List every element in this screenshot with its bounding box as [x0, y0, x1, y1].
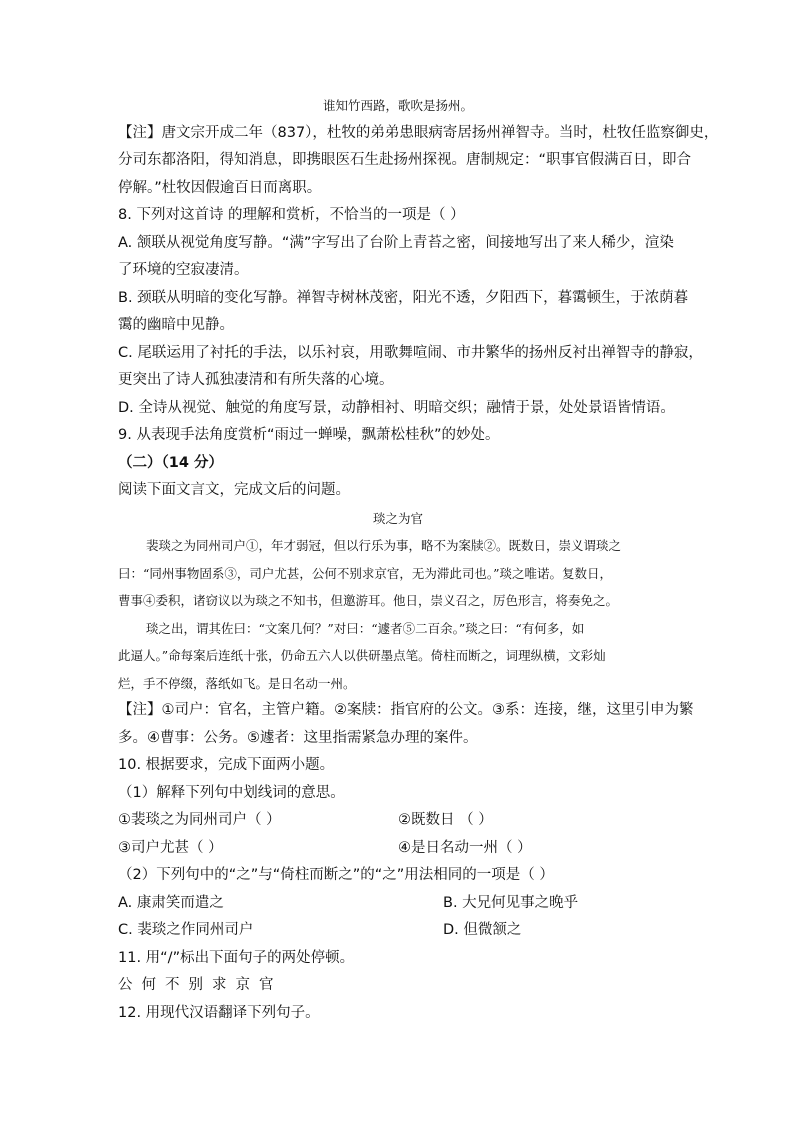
passage-note-line-2: 多。④曹事：公务。⑤遽者：这里指需紧急办理的案件。	[118, 729, 478, 746]
q9-stem: 9. 从表现手法角度赏析“雨过一蝉噪，飘萧松桂秋”的妙处。	[118, 427, 500, 443]
q10-option-b: B. 大兄何见事之晚乎	[443, 894, 579, 911]
q8-option-a-line-2: 了环境的空寂凄清。	[118, 262, 249, 278]
q10-item-1: ①裴琰之为同州司户（ ）	[118, 812, 281, 828]
q10-item-2: ②既数日 （ ）	[398, 812, 493, 828]
q12-stem: 12. 用现代汉语翻译下列句子。	[118, 1004, 320, 1021]
q10-sub1: （1）解释下列句中划线词的意思。	[118, 784, 345, 801]
poem-last-line: 谁知竹西路，歌吹是扬州。	[322, 98, 473, 113]
q10-option-a: A. 康肃笑而遣之	[118, 894, 224, 911]
section-2-intro: 阅读下面文言文，完成文后的问题。	[118, 482, 350, 498]
q10-options-row-1	[118, 890, 678, 918]
q10-option-d: D. 但微颔之	[443, 922, 522, 938]
q8-stem: 8. 下列对这首诗 的理解和赏析，不恰当的一项是（ ）	[118, 207, 465, 223]
passage-line-6: 烂，手不停缀，落纸如飞。是日名动一州。	[118, 675, 356, 691]
passage-line-5: 此逼人。”命每案后连纸十张，仍命五六人以供研墨点笔。倚柱而断之，词理纵横，文彩灿	[118, 648, 606, 663]
q10-option-c: C. 裴琰之作同州司户	[118, 922, 254, 938]
passage-line-4: 琰之出，谓其佐曰：“文案几何？”对曰：“遽者⑤二百余。”琰之曰：“有何多，如	[146, 620, 585, 636]
q10-items-row-1	[118, 807, 678, 835]
q10-items-row-2	[118, 835, 678, 863]
q11-stem: 11. 用“/”标出下面句子的两处停顿。	[118, 949, 355, 966]
q8-option-c-line-1: C. 尾联运用了衬托的手法，以乐衬哀，用歌舞喧闹、市井繁华的扬州反衬出禅智寺的静寂，	[118, 344, 703, 361]
passage-line-3: 曹事④委积，诸窃议以为琰之不知书，但邀游耳。他日，崇义召之，厉色形言，将奏免之。	[118, 593, 619, 608]
passage-title: 琰之为官	[372, 510, 423, 526]
q10-options-row-2	[118, 917, 678, 945]
q10-item-4: ④是日名动一州（ ）	[398, 839, 532, 856]
q8-option-d: D. 全诗从视觉、触觉的角度写景，动静相衬、明暗交织；融情于景，处处景语皆情语。	[118, 399, 675, 416]
passage-note-line-1: 【注】①司户：官名，主管户籍。②案牍：指官府的公文。③系：连接，继，这里引申为繁	[118, 702, 694, 718]
q10-item-3: ③司户尤甚（ ）	[118, 839, 223, 856]
q8-option-a-line-1: A. 颔联从视觉角度写静。“满”字写出了台阶上青苔之密，间接地写出了来人稀少，渲染	[118, 234, 674, 251]
q10-stem: 10. 根据要求，完成下面两小题。	[118, 757, 335, 773]
q8-option-b-line-2: 霭的幽暗中见静。	[118, 317, 234, 333]
q8-option-b-line-1: B. 颈联从明暗的变化写静。禅智寺树林茂密，阳光不透，夕阳西下，暮霭顿生，于浓荫暮	[118, 289, 689, 306]
poem-note-line-1: 【注】唐文宗开成二年（837），杜牧的弟弟患眼病寄居扬州禅智寺。当时，杜牧任监察御史，	[118, 124, 719, 141]
passage-line-2: 曰：“同州事物固系③，司户尤甚，公何不别求京官，无为滞此司也。”琰之唯诺。复数日，	[118, 565, 613, 581]
document-page	[118, 92, 719, 1027]
q11-sentence: 公何不别求京官	[118, 977, 283, 993]
section-2-heading: （二）（14 分）	[118, 454, 223, 471]
q10-sub2: （2）下列句中的“之”与“倚柱而断之”的“之”用法相同的一项是（ ）	[118, 867, 554, 883]
passage-line-1: 裴琰之为同州司户①，年才弱冠，但以行乐为事，略不为案牍②。既数日，崇义谓琰之	[146, 538, 622, 553]
q8-option-c-line-2: 更突出了诗人孤独凄清和有所失落的心境。	[118, 372, 394, 388]
poem-note-line-2: 分司东都洛阳，得知消息，即携眼医石生赴扬州探视。唐制规定：“职事官假满百日，即合	[118, 152, 692, 168]
poem-note-line-3: 停解。”杜牧因假逾百日而离职。	[118, 179, 322, 196]
